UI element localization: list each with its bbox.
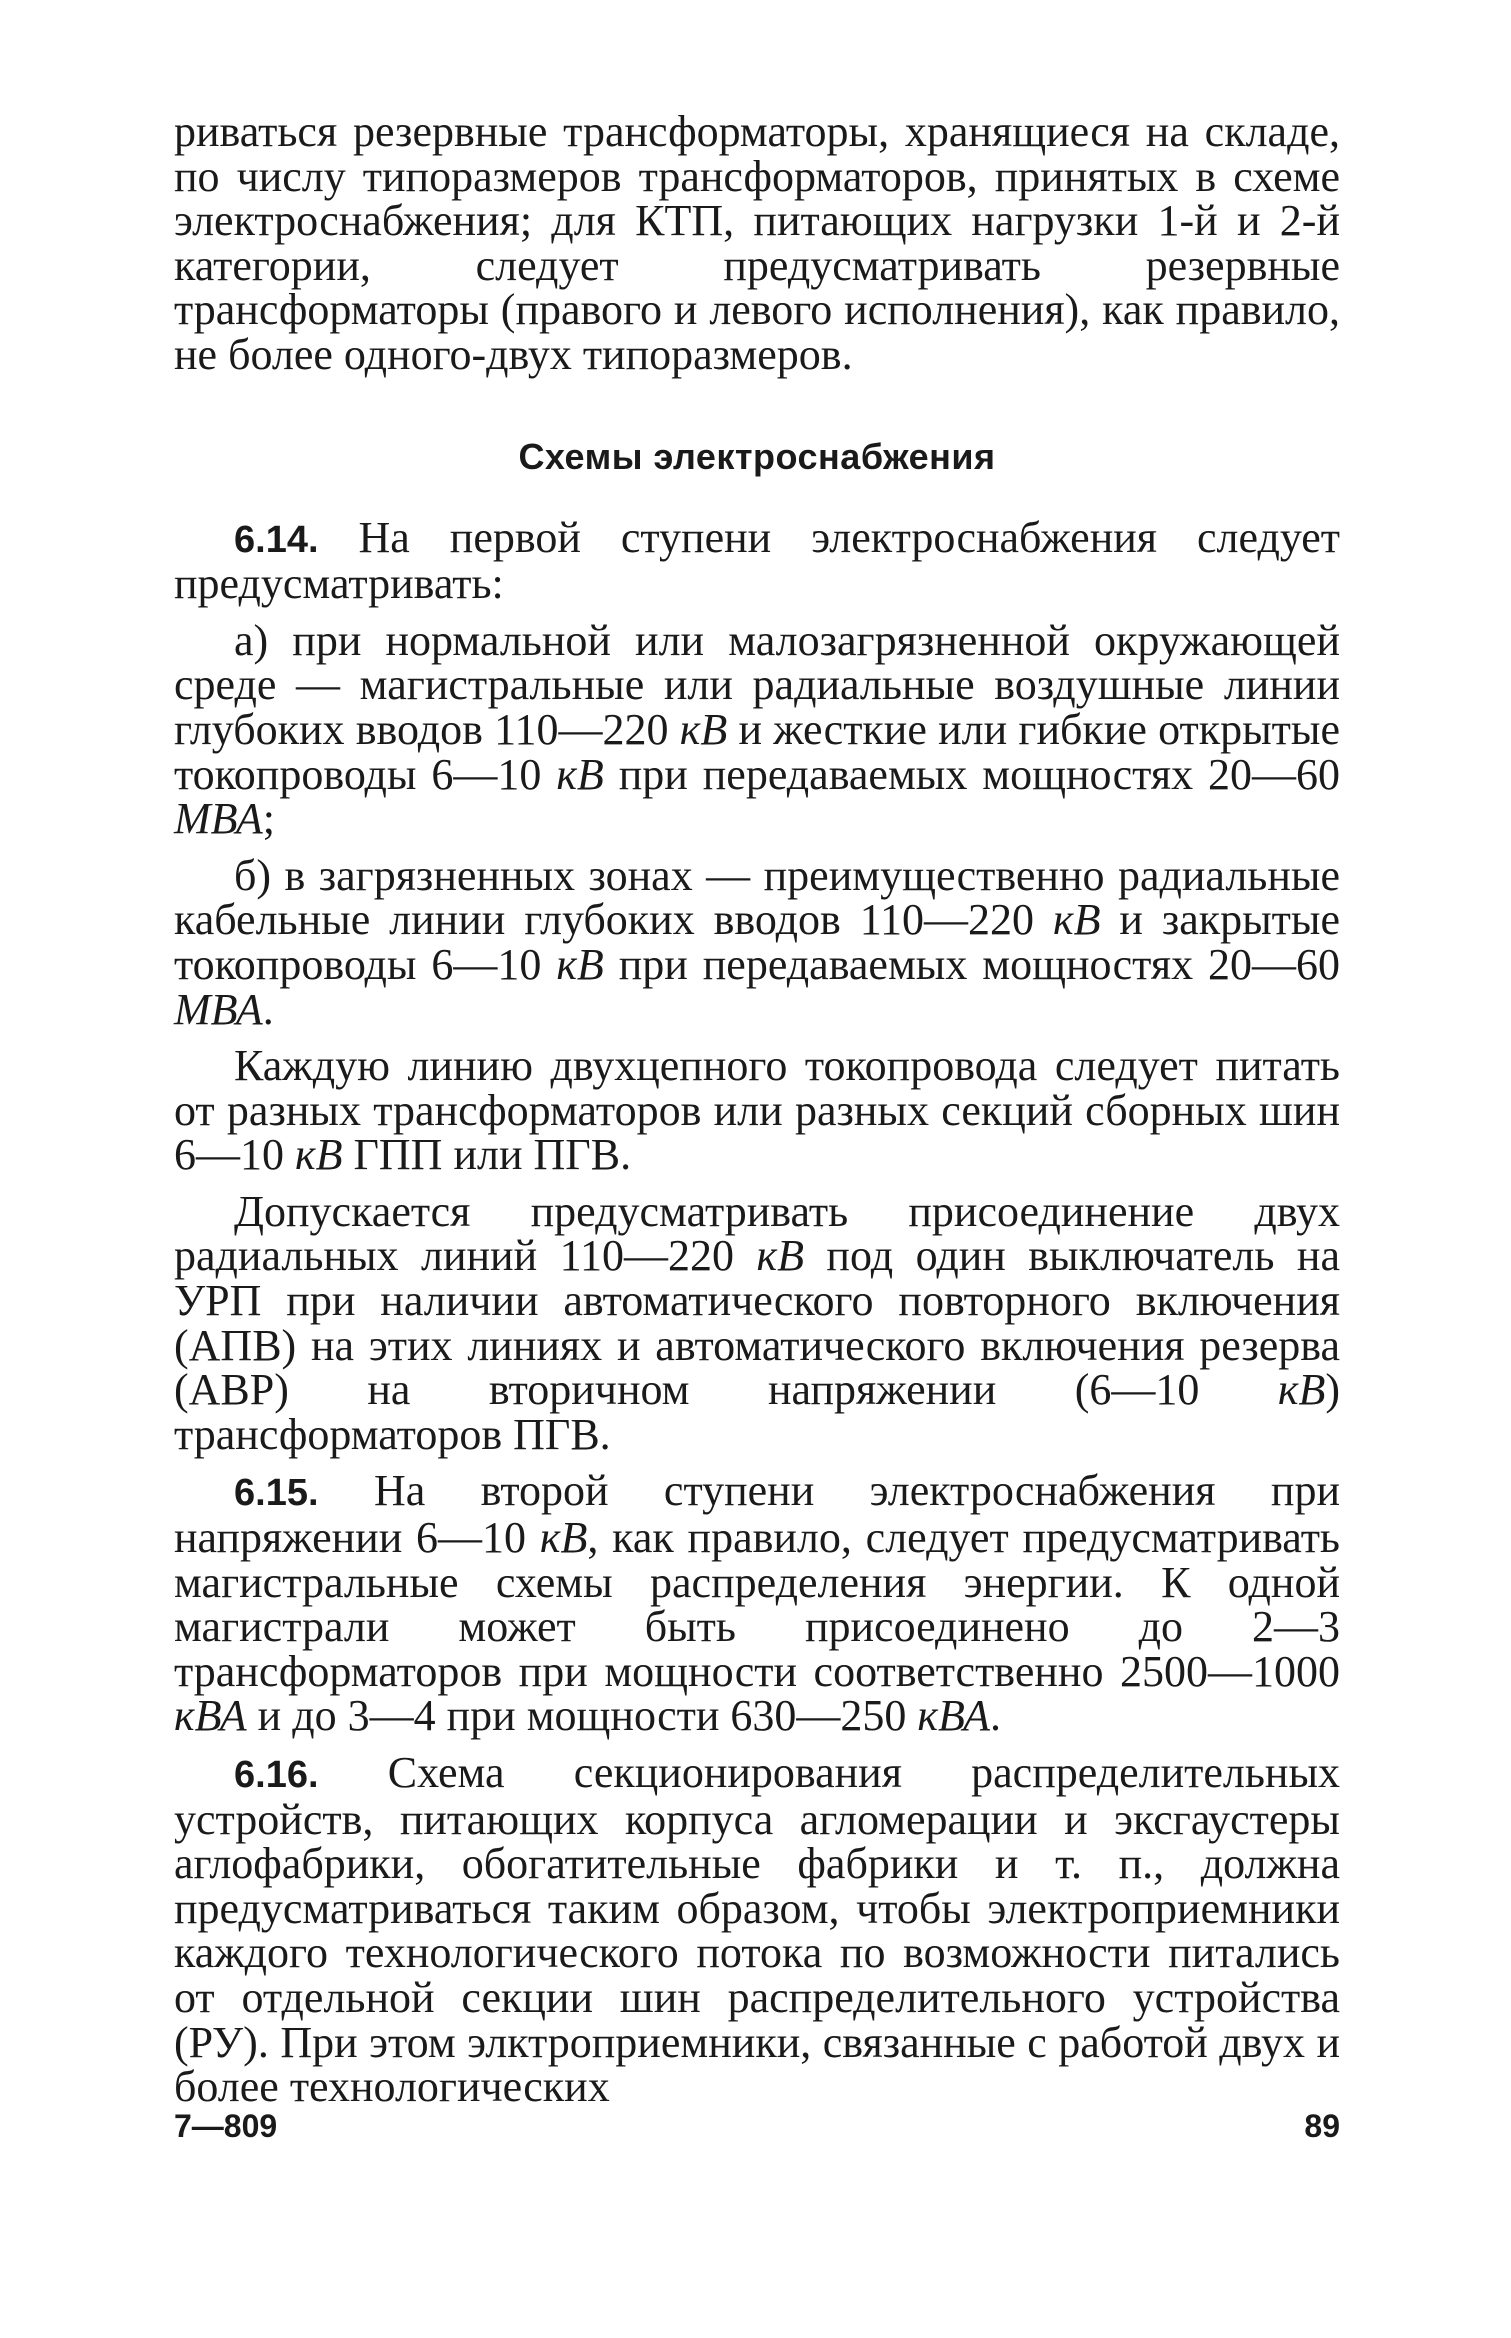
unit: кВ — [556, 749, 604, 799]
clause-number-6-14: 6.14. — [234, 518, 319, 561]
text-run: Каждую линию двухцепного токопровода следует питать от разных трансформаторов или разных секций сборных шин 6—10 — [174, 1041, 1340, 1180]
text-run: и жесткие или гибкие открытые токопроводы 6—10 — [174, 704, 1340, 799]
paragraph-6-14 — [174, 512, 1341, 609]
text-run: ; — [262, 794, 275, 844]
unit: МВА — [174, 984, 263, 1034]
unit: кВ — [679, 704, 728, 754]
text-run: Допускается предусматривать присоединение двух радиальных линий 110—220 — [174, 1186, 1340, 1281]
text-run: под один выключатель на УРП при наличии автоматического повторного включения (АПВ) на этих линиях и автоматического включения резерва (АВР) на вторичном напряжении (6—10 — [174, 1231, 1341, 1415]
unit: кВ — [1277, 1365, 1326, 1415]
clause-text: На первой ступени электроснабжения следует предусматривать: — [174, 512, 1341, 609]
unit: кВА — [917, 1691, 991, 1741]
clause-text: Схема секционирования распределительных устройств, питающих корпуса агломерации и эксгаустеры аглофабрики, обогатительные фабрики и т. п., должна предусматриваться таким образом, чтобы электроприемники каждого технологического потока по возможности питались от отдельной секции шин распределительного устройства (РУ). При этом элктроприемники, связанные с работой двух и более технологических — [174, 1748, 1341, 2112]
text-run: б) в загрязненных зонах — преимущественно радиальные кабельные линии глубоких вводов 110—220 — [174, 850, 1340, 945]
clause-number-6-16: 6.16. — [234, 1754, 319, 1796]
item-b — [174, 850, 1341, 1034]
section-heading: Схемы электроснабжения — [518, 435, 996, 477]
paragraph-each-line — [174, 1041, 1340, 1180]
paragraph-6-15 — [174, 1466, 1340, 1741]
text-run: а) при нормальной или малозагрязненной окружающей среде — магистральные или радиальные воздушные линии глубоких вводов 110—220 — [174, 615, 1340, 754]
clause-number-6-15: 6.15. — [234, 1472, 319, 1515]
text-run: . — [262, 984, 274, 1034]
text-run: при передаваемых мощностях 20—60 — [603, 939, 1340, 989]
unit: кВ — [539, 1513, 588, 1563]
text-run: и закрытые токопроводы 6—10 — [174, 895, 1341, 989]
unit: кВА — [174, 1691, 247, 1741]
text-run: и до 3—4 при мощности 630—250 — [246, 1691, 918, 1741]
text-run: ГПП или ПГВ. — [342, 1130, 632, 1180]
unit: кВ — [295, 1130, 343, 1180]
text-run: . — [990, 1691, 1002, 1741]
unit: кВ — [556, 939, 604, 989]
text-run: На второй ступени электроснабжения при напряжении 6—10 — [174, 1466, 1340, 1563]
unit: кВ — [756, 1231, 804, 1281]
continuation-paragraph: риваться резервные трансформаторы, хранящиеся на складе, по числу типоразмеров трансформаторов, принятых в схеме электроснабжения; для КТП, питающих нагрузки 1-й и 2-й категории, следует предусматривать резервные трансформаторы (правого и левого исполнения), как правило, не более одного-двух типоразмеров. — [174, 107, 1340, 379]
printer-signature: 7—809 — [174, 2108, 278, 2144]
unit: МВА — [174, 794, 263, 844]
text-run: , как правило, следует предусматривать магистральные схемы распределения энергии. К одной магистрали может быть присоединено до 2—3 трансформаторов при мощности соответственно 2500—1000 — [174, 1513, 1340, 1696]
page-body — [174, 107, 1341, 2112]
page-number: 89 — [1304, 2108, 1340, 2144]
unit: кВ — [1052, 895, 1101, 945]
item-a — [174, 615, 1340, 844]
text-run: ) трансформаторов ПГВ. — [174, 1365, 1340, 1459]
paragraph-allowed — [174, 1186, 1341, 1459]
text-run: при передаваемых мощностях 20—60 — [603, 749, 1340, 799]
paragraph-6-16 — [174, 1748, 1341, 2112]
